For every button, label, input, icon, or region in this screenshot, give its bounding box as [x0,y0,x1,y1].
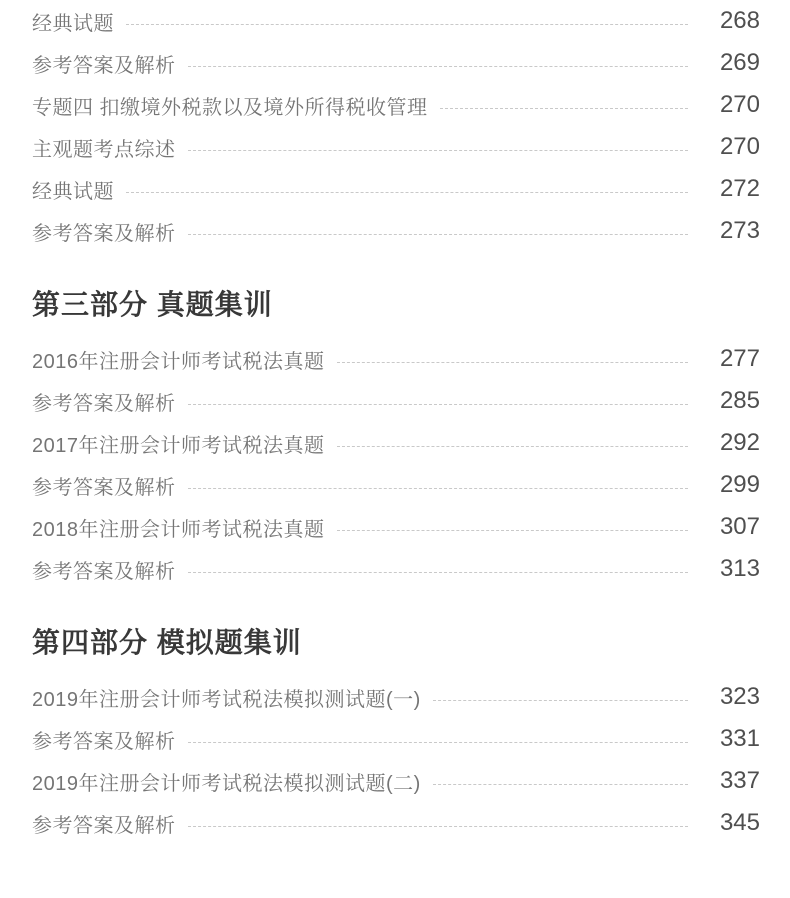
toc-entry-title: 参考答案及解析 [32,814,176,837]
toc-entry [32,380,760,422]
dotted-leader [433,784,688,785]
dotted-leader [188,150,689,151]
toc-page-number: 270 [719,91,760,118]
toc-entry [32,42,760,84]
toc-entry [32,548,760,590]
toc-entry [32,168,760,210]
dotted-leader [337,446,689,447]
toc-entry [32,422,760,464]
toc-page-number: 269 [719,49,760,76]
toc-entry [32,802,760,844]
toc-page-number: 273 [719,217,760,244]
dotted-leader [433,700,688,701]
dotted-leader [188,66,689,67]
toc-entry-title: 参考答案及解析 [32,222,176,245]
toc-page-number: 292 [719,429,760,456]
toc-entry-title: 主观题考点综述 [32,138,176,161]
toc-page-number: 270 [719,133,760,160]
dotted-leader [188,234,689,235]
toc-entry-title: 2019年注册会计师考试税法模拟测试题(二) [32,772,421,795]
toc-entry [32,126,760,168]
toc-page-number: 285 [719,387,760,414]
toc-entry [32,760,760,802]
toc-entry-title: 2017年注册会计师考试税法真题 [32,434,325,457]
toc-entry [32,464,760,506]
toc-page-number: 277 [719,345,760,372]
toc-entry-title: 专题四 扣缴境外税款以及境外所得税收管理 [32,96,428,119]
toc-entry-title: 2019年注册会计师考试税法模拟测试题(一) [32,688,421,711]
toc-page-number: 313 [719,555,760,582]
toc-entry-title: 参考答案及解析 [32,560,176,583]
dotted-leader [188,404,689,405]
toc-entry [32,84,760,126]
section-header-title: 第四部分 模拟题集训 [32,627,302,658]
toc-page-number: 268 [719,7,760,34]
dotted-leader [337,362,689,363]
toc-entry [32,0,760,42]
toc-entry-title: 经典试题 [32,180,114,203]
dotted-leader [440,108,688,109]
toc-page-number: 307 [719,513,760,540]
dotted-leader [188,572,689,573]
toc-page-number: 272 [719,175,760,202]
dotted-leader [188,488,689,489]
toc-page-number: 337 [719,767,760,794]
section-header-part4 [32,612,760,670]
toc-page-number: 345 [719,809,760,836]
toc-entry [32,338,760,380]
toc-entry-title: 参考答案及解析 [32,730,176,753]
toc-entry-title: 经典试题 [32,12,114,35]
toc-entry-title: 参考答案及解析 [32,392,176,415]
toc-page-number: 299 [719,471,760,498]
toc-page-number: 331 [719,725,760,752]
dotted-leader [188,742,689,743]
toc-entry-title: 2016年注册会计师考试税法真题 [32,350,325,373]
toc-page-number: 323 [719,683,760,710]
toc-entry-title: 参考答案及解析 [32,476,176,499]
toc-entry [32,676,760,718]
toc-entry-title: 2018年注册会计师考试税法真题 [32,518,325,541]
section-header-title: 第三部分 真题集训 [32,289,273,320]
toc-entry [32,210,760,252]
toc-entry-title: 参考答案及解析 [32,54,176,77]
dotted-leader [337,530,689,531]
dotted-leader [126,192,688,193]
section-header-part3 [32,274,760,332]
toc-entry [32,506,760,548]
toc-entry [32,718,760,760]
dotted-leader [188,826,689,827]
dotted-leader [126,24,688,25]
